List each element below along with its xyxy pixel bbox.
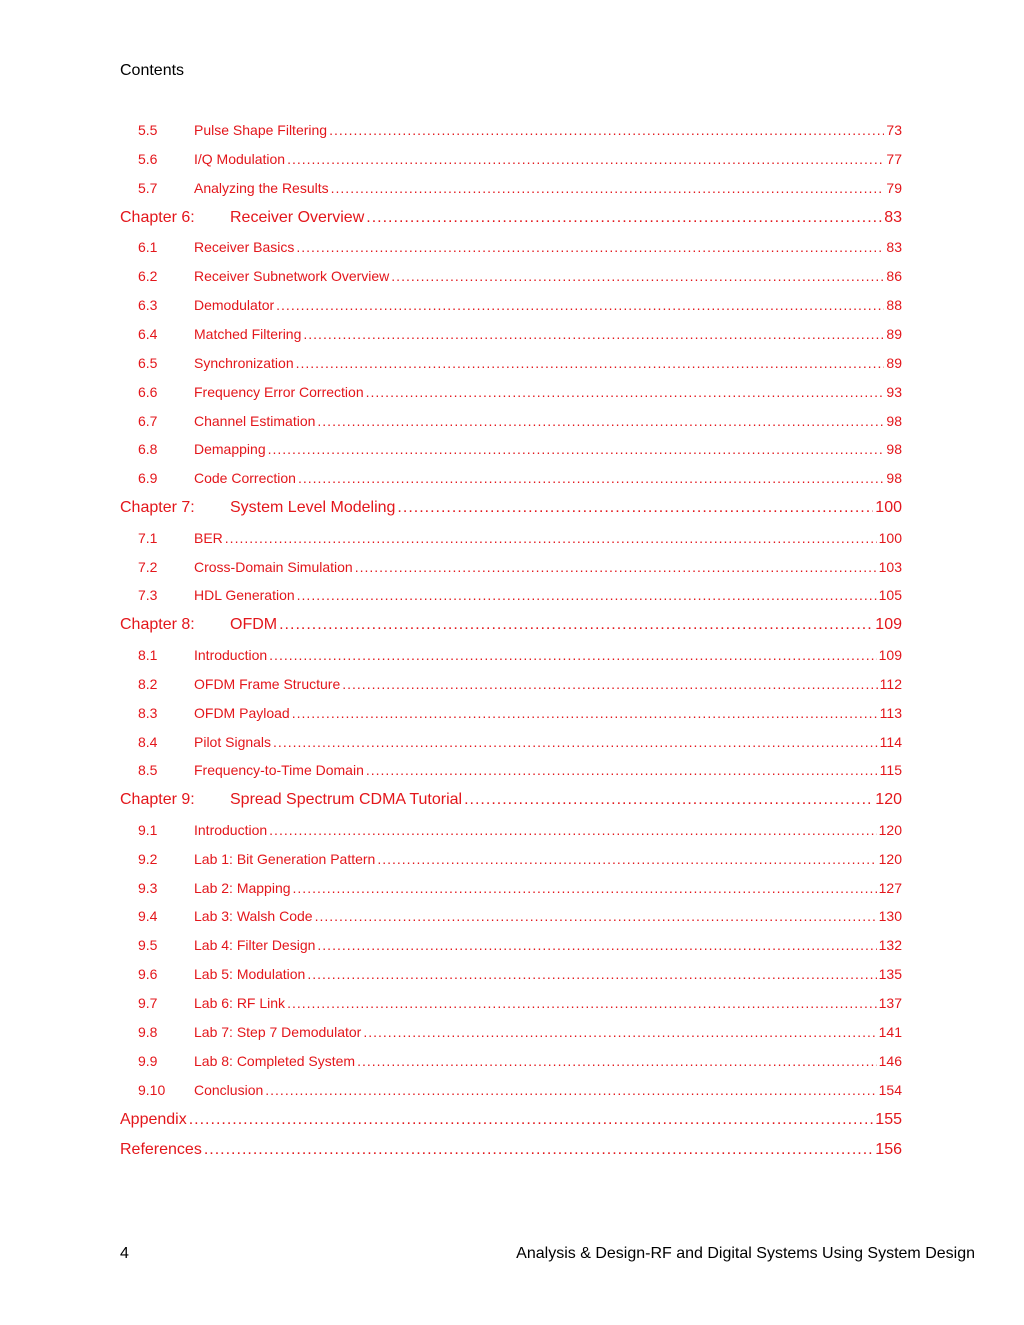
toc-section-entry[interactable]	[120, 641, 902, 670]
toc-entry-number: 5.7	[138, 179, 158, 196]
toc-entry-number: 7.2	[138, 558, 158, 575]
footer-page-number: 4	[120, 1245, 129, 1262]
toc-entry-number: 9.7	[138, 995, 158, 1012]
toc-entry-page-number[interactable]: 127	[878, 879, 902, 896]
toc-section-entry[interactable]	[120, 699, 902, 728]
toc-entry-title[interactable]: Demapping	[194, 441, 266, 458]
toc-entry-page-number[interactable]: 114	[879, 733, 902, 750]
toc-entry-number: 8.2	[138, 675, 158, 692]
toc-entry-title[interactable]: Lab 4: Filter Design	[194, 937, 316, 954]
dot-leader	[273, 728, 878, 757]
footer-book-title: Analysis & Design-RF and Digital Systems Using System Design	[516, 1245, 975, 1262]
toc-entry-number: 9.1	[138, 821, 158, 838]
dot-leader	[287, 989, 877, 1018]
dot-leader	[269, 816, 876, 845]
dot-leader	[276, 291, 884, 320]
toc-section-entry[interactable]	[120, 116, 902, 145]
toc-entry-number: 9.2	[138, 850, 158, 867]
dot-leader	[292, 699, 878, 728]
toc-entry-number: 8.3	[138, 704, 158, 721]
toc-entry-page-number[interactable]: 155	[875, 1110, 902, 1128]
toc-entry-number: Chapter 7:	[120, 499, 195, 517]
toc-entry-title[interactable]: Matched Filtering	[194, 325, 302, 342]
dot-leader	[357, 1047, 877, 1076]
toc-entry-number: 6.9	[138, 470, 158, 487]
toc-entry-page-number[interactable]: 135	[878, 966, 902, 983]
toc-entry-number: 9.6	[138, 966, 158, 983]
toc-section-entry[interactable]	[120, 874, 902, 903]
toc-entry-page-number[interactable]: 98	[886, 470, 902, 487]
toc-entry-page-number[interactable]: 109	[878, 646, 902, 663]
toc-entry-title[interactable]: Cross-Domain Simulation	[194, 558, 353, 575]
dot-leader	[366, 378, 885, 407]
toc-entry-title[interactable]: Lab 7: Step 7 Demodulator	[194, 1024, 362, 1041]
dot-leader	[315, 902, 877, 931]
page-header	[120, 61, 184, 81]
toc-entry-number: Chapter 9:	[120, 791, 195, 809]
toc-entry-page-number[interactable]: 89	[886, 325, 902, 342]
toc-entry-title[interactable]: Lab 1: Bit Generation Pattern	[194, 850, 376, 867]
toc-entry-number: 6.7	[138, 412, 158, 429]
toc-entry-title[interactable]: Frequency Error Correction	[194, 383, 364, 400]
toc-entry-page-number[interactable]: 120	[875, 791, 902, 809]
dot-leader	[287, 145, 884, 174]
toc-entry-number: 6.4	[138, 325, 158, 342]
toc-section-entry[interactable]	[120, 320, 902, 349]
dot-leader	[303, 320, 884, 349]
toc-entry-number: 9.5	[138, 937, 158, 954]
toc-entry-page-number[interactable]: 103	[878, 558, 902, 575]
toc-chapter-entry[interactable]	[120, 203, 902, 234]
toc-entry-page-number[interactable]: 112	[879, 675, 902, 692]
page-footer	[120, 1244, 975, 1264]
toc-entry-number: 8.1	[138, 646, 158, 663]
toc-entry-title[interactable]: Channel Estimation	[194, 412, 316, 429]
toc-section-entry[interactable]	[120, 989, 902, 1018]
dot-leader	[377, 845, 876, 874]
dot-leader	[366, 203, 882, 234]
dot-leader	[464, 785, 873, 816]
toc-entry-page-number[interactable]: 79	[886, 179, 902, 196]
toc-section-entry[interactable]	[120, 553, 902, 582]
toc-entry-title[interactable]: BER	[194, 529, 223, 546]
toc-chapter-entry[interactable]	[120, 1105, 902, 1136]
toc-entry-number: Chapter 8:	[120, 616, 195, 634]
toc-entry-title[interactable]: Introduction	[194, 646, 268, 663]
toc-entry-page-number[interactable]: 141	[878, 1024, 902, 1041]
dot-leader	[297, 581, 877, 610]
contents-title: Contents	[120, 62, 185, 79]
dot-leader	[329, 116, 884, 145]
toc-entry-page-number[interactable]: 100	[878, 529, 902, 546]
toc-section-entry[interactable]	[120, 349, 902, 378]
dot-leader	[225, 524, 877, 553]
toc-entry-page-number[interactable]: 83	[886, 239, 902, 256]
toc-entry-number: 9.3	[138, 879, 158, 896]
toc-entry-number: 6.8	[138, 441, 158, 458]
toc-entry-title[interactable]: Receiver Subnetwork Overview	[194, 268, 390, 285]
toc-entry-number: 5.5	[138, 122, 158, 138]
toc-entry-page-number[interactable]: 156	[875, 1141, 902, 1159]
dot-leader	[317, 407, 884, 436]
toc-entry-number: 9.10	[138, 1081, 166, 1098]
dot-leader	[269, 641, 876, 670]
toc-section-entry[interactable]	[120, 960, 902, 989]
toc-section-entry[interactable]	[120, 902, 902, 931]
toc-entry-title[interactable]: Demodulator	[194, 296, 275, 313]
dot-leader	[342, 670, 877, 699]
toc-section-entry[interactable]	[120, 145, 902, 174]
toc-section-entry[interactable]	[120, 756, 902, 785]
dot-leader	[366, 756, 878, 785]
toc-entry-page-number[interactable]: 73	[886, 122, 902, 138]
toc-entry-title[interactable]: Analyzing the Results	[194, 179, 329, 196]
toc-section-entry[interactable]	[120, 816, 902, 845]
toc-entry-page-number[interactable]: 105	[878, 587, 902, 604]
toc-entry-page-number[interactable]: 154	[878, 1081, 902, 1098]
toc-chapter-entry[interactable]	[120, 610, 902, 641]
toc-section-entry[interactable]	[120, 728, 902, 757]
toc-entry-number: 6.5	[138, 354, 158, 371]
toc-entry-title[interactable]: OFDM Frame Structure	[194, 675, 341, 692]
toc-chapter-entry[interactable]	[120, 493, 902, 524]
toc-entry-number: 9.8	[138, 1024, 158, 1041]
toc-entry-number: 8.5	[138, 762, 158, 779]
dot-leader	[391, 262, 884, 291]
toc-section-entry[interactable]	[120, 407, 902, 436]
toc-entry-page-number[interactable]: 130	[878, 908, 902, 925]
dot-leader	[296, 233, 884, 262]
toc-entry-number: 6.6	[138, 383, 158, 400]
toc-section-entry[interactable]	[120, 435, 902, 464]
toc-entry-title[interactable]: I/Q Modulation	[194, 150, 286, 167]
toc-section-entry[interactable]	[120, 581, 902, 610]
toc-entry-title[interactable]: Receiver Basics	[194, 239, 295, 256]
toc-entry-page-number[interactable]: 137	[878, 995, 902, 1012]
toc-entry-title[interactable]: Pilot Signals	[194, 733, 272, 750]
toc-entry-number: 7.1	[138, 529, 158, 546]
toc-entry-title[interactable]: OFDM	[230, 616, 278, 634]
toc-section-entry[interactable]	[120, 291, 902, 320]
toc-entry-title[interactable]: HDL Generation	[194, 587, 295, 604]
toc-entry-title[interactable]: Frequency-to-Time Domain	[194, 762, 364, 779]
toc-entry-page-number[interactable]: 115	[879, 762, 902, 779]
toc-entry-number: 7.3	[138, 587, 158, 604]
toc-section-entry[interactable]	[120, 464, 902, 493]
toc-section-entry[interactable]	[120, 174, 902, 203]
toc-entry-number: Chapter 6:	[120, 208, 195, 226]
toc-entry-title[interactable]: Lab 6: RF Link	[194, 995, 286, 1012]
dot-leader	[397, 493, 873, 524]
toc-entry-page-number[interactable]: 113	[879, 704, 902, 721]
toc-entry-title[interactable]: References	[120, 1141, 202, 1159]
toc-section-entry[interactable]	[120, 1047, 902, 1076]
toc-section-entry[interactable]	[120, 1076, 902, 1105]
toc-section-entry[interactable]	[120, 670, 902, 699]
toc-entry-page-number[interactable]: 89	[886, 354, 902, 371]
toc-entry-title[interactable]: Lab 5: Modulation	[194, 966, 306, 983]
toc-entry-number: 6.3	[138, 296, 158, 313]
toc-entry-title[interactable]: Lab 8: Completed System	[194, 1052, 356, 1069]
toc-entry-title[interactable]: Introduction	[194, 821, 268, 838]
dot-leader	[268, 435, 885, 464]
toc-section-entry[interactable]	[120, 233, 902, 262]
dot-leader	[293, 874, 877, 903]
toc-section-entry[interactable]	[120, 931, 902, 960]
toc-entry-number: 5.6	[138, 150, 158, 167]
toc-entry-page-number[interactable]: 83	[884, 208, 902, 226]
toc-section-entry[interactable]	[120, 524, 902, 553]
toc-entry-page-number[interactable]: 146	[878, 1052, 902, 1069]
toc-entry-number: 9.4	[138, 908, 158, 925]
dot-leader	[317, 931, 876, 960]
dot-leader	[204, 1135, 873, 1166]
toc-entry-title[interactable]: Code Correction	[194, 470, 296, 487]
toc-entry-page-number[interactable]: 120	[878, 850, 902, 867]
toc-entry-page-number[interactable]: 120	[878, 821, 902, 838]
toc-entry-page-number[interactable]: 98	[886, 412, 902, 429]
dot-leader	[307, 960, 876, 989]
toc-entry-page-number[interactable]: 109	[875, 616, 902, 634]
toc-entry-number: 8.4	[138, 733, 158, 750]
toc-entry-title[interactable]: Lab 3: Walsh Code	[194, 908, 313, 925]
toc-section-entry[interactable]	[120, 1018, 902, 1047]
dot-leader	[355, 553, 877, 582]
toc-section-entry[interactable]	[120, 262, 902, 291]
toc-entry-number: 6.1	[138, 239, 158, 256]
toc-entry-title[interactable]: System Level Modeling	[230, 499, 396, 517]
toc-entry-page-number[interactable]: 88	[886, 296, 902, 313]
dot-leader	[363, 1018, 876, 1047]
toc-section-entry[interactable]	[120, 845, 902, 874]
toc-entry-number: 6.2	[138, 268, 158, 285]
toc-entry-page-number[interactable]: 132	[878, 937, 902, 954]
dot-leader	[296, 349, 885, 378]
toc-entry-page-number[interactable]: 77	[886, 150, 902, 167]
dot-leader	[279, 610, 873, 641]
toc-entry-page-number[interactable]: 93	[886, 383, 902, 400]
toc-chapter-entry[interactable]	[120, 785, 902, 816]
toc-entry-page-number[interactable]: 98	[886, 441, 902, 458]
toc-entry-title[interactable]: OFDM Payload	[194, 704, 290, 721]
table-of-contents	[120, 116, 902, 1166]
toc-chapter-entry[interactable]	[120, 1135, 902, 1166]
dot-leader	[189, 1105, 874, 1136]
toc-entry-title[interactable]: Appendix	[120, 1110, 187, 1128]
dot-leader	[265, 1076, 876, 1105]
toc-entry-page-number[interactable]: 100	[875, 499, 902, 517]
toc-entry-title[interactable]: Lab 2: Mapping	[194, 879, 291, 896]
toc-entry-page-number[interactable]: 86	[886, 268, 902, 285]
toc-entry-title[interactable]: Synchronization	[194, 354, 294, 371]
toc-entry-title[interactable]: Pulse Shape Filtering	[194, 122, 328, 138]
toc-entry-title[interactable]: Receiver Overview	[230, 208, 365, 226]
toc-entry-number: 9.9	[138, 1052, 158, 1069]
toc-entry-title[interactable]: Spread Spectrum CDMA Tutorial	[230, 791, 463, 809]
dot-leader	[298, 464, 884, 493]
toc-section-entry[interactable]	[120, 378, 902, 407]
toc-entry-title[interactable]: Conclusion	[194, 1081, 264, 1098]
dot-leader	[331, 174, 885, 203]
